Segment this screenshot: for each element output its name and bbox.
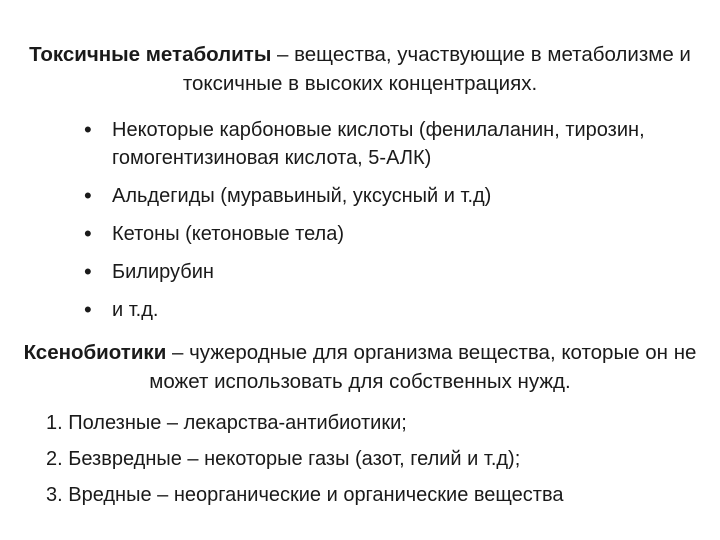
list-item-text: Некоторые карбоновые кислоты (фенилаланин, тирозин, гомогентизиновая кислота, 5-АЛК): [112, 119, 645, 169]
toxic-metabolites-term: Токсичные метаболиты: [29, 43, 272, 66]
list-item-text: Альдегиды (муравьиный, уксусный и т.д): [112, 185, 492, 207]
xenobiotics-definition: – чужеродные для организма вещества, которые он не может использовать для собственных нужд.: [149, 341, 697, 393]
list-item-text: Кетоны (кетоновые тела): [112, 223, 344, 245]
bullet-icon: •: [84, 297, 92, 322]
numbered-item: 2. Безвредные – некоторые газы (азот, гелий и т.д);: [46, 448, 521, 470]
xenobiotics-list: [46, 410, 696, 518]
xenobiotics-heading: [20, 338, 700, 396]
list-item-text: и т.д.: [112, 299, 159, 321]
list-item: [84, 182, 684, 210]
toxic-metabolites-heading: [20, 40, 700, 98]
numbered-item: 3. Вредные – неорганические и органические вещества: [46, 484, 564, 506]
list-item: [84, 116, 684, 172]
list-item-text: Билирубин: [112, 261, 214, 283]
bullet-icon: •: [84, 183, 92, 208]
list-item: [84, 258, 684, 286]
list-item: [84, 296, 684, 324]
bullet-icon: •: [84, 221, 92, 246]
toxic-metabolites-list: [84, 116, 684, 334]
toxic-metabolites-definition: – вещества, участвующие в метаболизме и токсичные в высоких концентрациях.: [182, 43, 691, 95]
numbered-item: 1. Полезные – лекарства-антибиотики;: [46, 412, 407, 434]
bullet-icon: •: [84, 259, 92, 284]
xenobiotics-term: Ксенобиотики: [23, 341, 167, 364]
list-item: [84, 220, 684, 248]
bullet-icon: •: [84, 117, 92, 142]
